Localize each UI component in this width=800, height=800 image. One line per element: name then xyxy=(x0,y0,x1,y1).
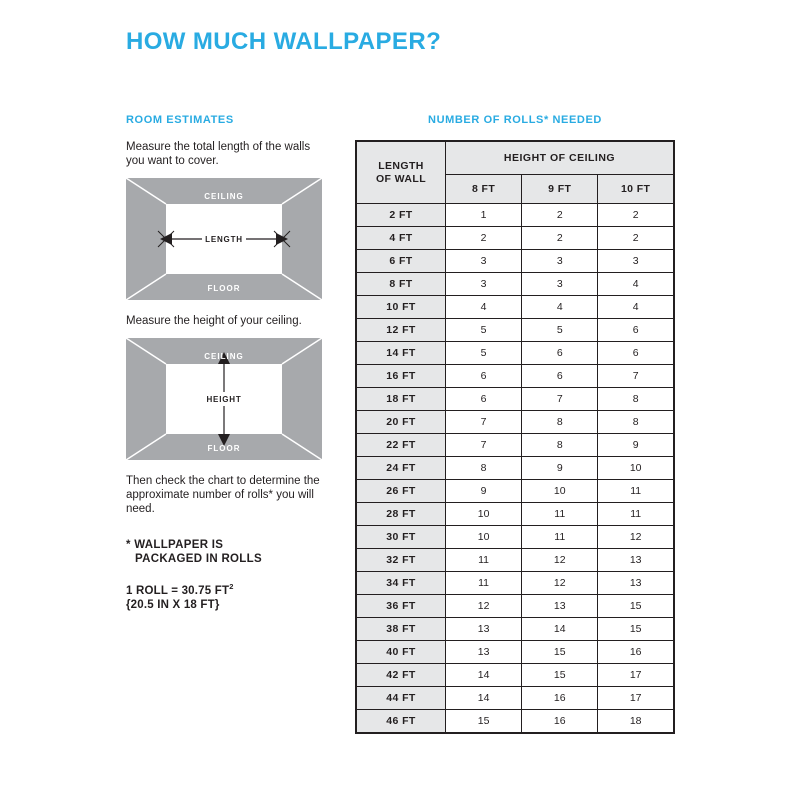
rolls-value-cell: 7 xyxy=(446,411,522,434)
rolls-value-cell: 15 xyxy=(598,618,674,641)
table-row xyxy=(356,250,674,273)
row-header-length: 38 FT xyxy=(356,618,446,641)
rolls-value-cell: 6 xyxy=(446,365,522,388)
row-header-length: 26 FT xyxy=(356,480,446,503)
rolls-value-cell: 11 xyxy=(446,572,522,595)
rolls-value-cell: 2 xyxy=(522,227,598,250)
rolls-table-panel xyxy=(355,114,675,734)
table-row xyxy=(356,227,674,250)
rolls-value-cell: 12 xyxy=(598,526,674,549)
rolls-value-cell: 4 xyxy=(446,296,522,319)
rolls-value-cell: 15 xyxy=(446,710,522,734)
room-estimates-panel xyxy=(126,114,326,612)
rolls-value-cell: 5 xyxy=(446,342,522,365)
rolls-value-cell: 8 xyxy=(522,411,598,434)
row-header-length: 36 FT xyxy=(356,595,446,618)
page-title: HOW MUCH WALLPAPER? xyxy=(126,28,442,55)
diagram1-measure-label: LENGTH xyxy=(205,235,243,244)
table-row xyxy=(356,480,674,503)
rolls-value-cell: 13 xyxy=(522,595,598,618)
row-header-length: 42 FT xyxy=(356,664,446,687)
rolls-value-cell: 13 xyxy=(446,641,522,664)
row-header-length: 22 FT xyxy=(356,434,446,457)
row-header-length: 46 FT xyxy=(356,710,446,734)
rolls-value-cell: 11 xyxy=(446,549,522,572)
rolls-value-cell: 6 xyxy=(598,319,674,342)
column-header-9ft: 9 FT xyxy=(522,175,598,204)
rolls-value-cell: 5 xyxy=(446,319,522,342)
rolls-value-cell: 11 xyxy=(522,526,598,549)
table-row xyxy=(356,526,674,549)
rolls-value-cell: 11 xyxy=(598,503,674,526)
rolls-value-cell: 10 xyxy=(598,457,674,480)
rolls-value-cell: 3 xyxy=(446,250,522,273)
column-header-8ft: 8 FT xyxy=(446,175,522,204)
table-row xyxy=(356,457,674,480)
row-header-length: 40 FT xyxy=(356,641,446,664)
row-header-length: 2 FT xyxy=(356,204,446,227)
ceiling-height-diagram xyxy=(126,338,322,458)
rolls-value-cell: 11 xyxy=(522,503,598,526)
roll-size-line1: 1 ROLL = 30.75 FT xyxy=(126,584,230,597)
table-row xyxy=(356,595,674,618)
rolls-value-cell: 18 xyxy=(598,710,674,734)
rolls-value-cell: 16 xyxy=(598,641,674,664)
rolls-value-cell: 11 xyxy=(598,480,674,503)
row-header-length: 10 FT xyxy=(356,296,446,319)
rolls-value-cell: 3 xyxy=(522,273,598,296)
table-row xyxy=(356,687,674,710)
wallpaper-note-line2: PACKAGED IN ROLLS xyxy=(135,553,262,565)
rolls-value-cell: 9 xyxy=(446,480,522,503)
table-row xyxy=(356,342,674,365)
rolls-value-cell: 8 xyxy=(522,434,598,457)
rolls-value-cell: 3 xyxy=(446,273,522,296)
room-length-diagram xyxy=(126,178,322,298)
wallpaper-note xyxy=(126,538,326,566)
diagram1-floor-label: FLOOR xyxy=(207,284,241,293)
rolls-value-cell: 6 xyxy=(598,342,674,365)
rolls-value-cell: 17 xyxy=(598,687,674,710)
step-3-text: Then check the chart to determine the approximate number of rolls* you will need. xyxy=(126,475,320,515)
table-row xyxy=(356,641,674,664)
rolls-value-cell: 13 xyxy=(598,572,674,595)
row-header-length: 18 FT xyxy=(356,388,446,411)
table-row xyxy=(356,411,674,434)
table-header-row-group xyxy=(356,141,674,175)
rolls-value-cell: 3 xyxy=(522,250,598,273)
row-header-length: 16 FT xyxy=(356,365,446,388)
step-1-text: Measure the total length of the walls you want to cover. xyxy=(126,141,311,167)
row-header-length: 34 FT xyxy=(356,572,446,595)
table-row xyxy=(356,503,674,526)
rolls-value-cell: 4 xyxy=(598,296,674,319)
row-header-length: 6 FT xyxy=(356,250,446,273)
diagram2-ceiling-label: CEILING xyxy=(204,352,244,361)
rolls-value-cell: 2 xyxy=(522,204,598,227)
rolls-value-cell: 12 xyxy=(522,572,598,595)
row-header-length: 14 FT xyxy=(356,342,446,365)
rolls-value-cell: 7 xyxy=(446,434,522,457)
table-row xyxy=(356,365,674,388)
section-heading-room-estimates: ROOM ESTIMATES xyxy=(126,114,234,126)
column-header-10ft: 10 FT xyxy=(598,175,674,204)
table-row xyxy=(356,664,674,687)
row-header-length: 20 FT xyxy=(356,411,446,434)
rolls-value-cell: 5 xyxy=(522,319,598,342)
table-row xyxy=(356,618,674,641)
rolls-value-cell: 17 xyxy=(598,664,674,687)
row-header-length: 30 FT xyxy=(356,526,446,549)
table-row xyxy=(356,296,674,319)
rolls-value-cell: 7 xyxy=(522,388,598,411)
table-row xyxy=(356,319,674,342)
rolls-value-cell: 15 xyxy=(598,595,674,618)
rolls-value-cell: 9 xyxy=(598,434,674,457)
table-row xyxy=(356,549,674,572)
diagram2-floor-label: FLOOR xyxy=(207,444,241,453)
rolls-value-cell: 4 xyxy=(522,296,598,319)
rolls-value-cell: 16 xyxy=(522,687,598,710)
rolls-value-cell: 3 xyxy=(598,250,674,273)
rolls-value-cell: 1 xyxy=(446,204,522,227)
corner-header xyxy=(356,141,446,204)
diagram2-measure-label: HEIGHT xyxy=(206,395,242,404)
roll-size-superscript: 2 xyxy=(229,582,234,591)
rolls-value-cell: 8 xyxy=(598,388,674,411)
table-row xyxy=(356,204,674,227)
group-header-height-of-ceiling: HEIGHT OF CEILING xyxy=(446,141,675,175)
table-row xyxy=(356,434,674,457)
rolls-value-cell: 8 xyxy=(446,457,522,480)
rolls-value-cell: 13 xyxy=(446,618,522,641)
wallpaper-note-line1: * WALLPAPER IS xyxy=(126,539,224,551)
rolls-value-cell: 14 xyxy=(446,687,522,710)
rolls-value-cell: 13 xyxy=(598,549,674,572)
rolls-value-cell: 16 xyxy=(522,710,598,734)
step-2-text: Measure the height of your ceiling. xyxy=(126,315,302,327)
rolls-value-cell: 2 xyxy=(446,227,522,250)
rolls-value-cell: 10 xyxy=(446,503,522,526)
diagram1-ceiling-label: CEILING xyxy=(204,192,244,201)
rolls-value-cell: 6 xyxy=(446,388,522,411)
rolls-value-cell: 10 xyxy=(446,526,522,549)
rolls-value-cell: 14 xyxy=(446,664,522,687)
rolls-table-body xyxy=(356,204,674,734)
row-header-length: 28 FT xyxy=(356,503,446,526)
rolls-value-cell: 4 xyxy=(598,273,674,296)
roll-size-line2: {20.5 IN X 18 FT} xyxy=(126,598,220,611)
corner-header-line2: OF WALL xyxy=(375,172,427,185)
rolls-value-cell: 15 xyxy=(522,664,598,687)
row-header-length: 4 FT xyxy=(356,227,446,250)
rolls-value-cell: 10 xyxy=(522,480,598,503)
table-row xyxy=(356,388,674,411)
rolls-value-cell: 2 xyxy=(598,227,674,250)
roll-size-note xyxy=(126,580,326,612)
row-header-length: 8 FT xyxy=(356,273,446,296)
row-header-length: 12 FT xyxy=(356,319,446,342)
corner-header-line1: LENGTH xyxy=(378,159,424,172)
row-header-length: 44 FT xyxy=(356,687,446,710)
rolls-value-cell: 8 xyxy=(598,411,674,434)
rolls-value-cell: 6 xyxy=(522,342,598,365)
rolls-value-cell: 14 xyxy=(522,618,598,641)
rolls-table xyxy=(355,140,675,734)
rolls-value-cell: 12 xyxy=(522,549,598,572)
rolls-value-cell: 15 xyxy=(522,641,598,664)
table-heading: NUMBER OF ROLLS* NEEDED xyxy=(428,114,602,126)
rolls-value-cell: 2 xyxy=(598,204,674,227)
rolls-value-cell: 6 xyxy=(522,365,598,388)
table-row xyxy=(356,572,674,595)
rolls-value-cell: 9 xyxy=(522,457,598,480)
table-row xyxy=(356,710,674,734)
table-row xyxy=(356,273,674,296)
rolls-value-cell: 12 xyxy=(446,595,522,618)
row-header-length: 24 FT xyxy=(356,457,446,480)
rolls-table-head xyxy=(356,141,674,204)
row-header-length: 32 FT xyxy=(356,549,446,572)
rolls-value-cell: 7 xyxy=(598,365,674,388)
